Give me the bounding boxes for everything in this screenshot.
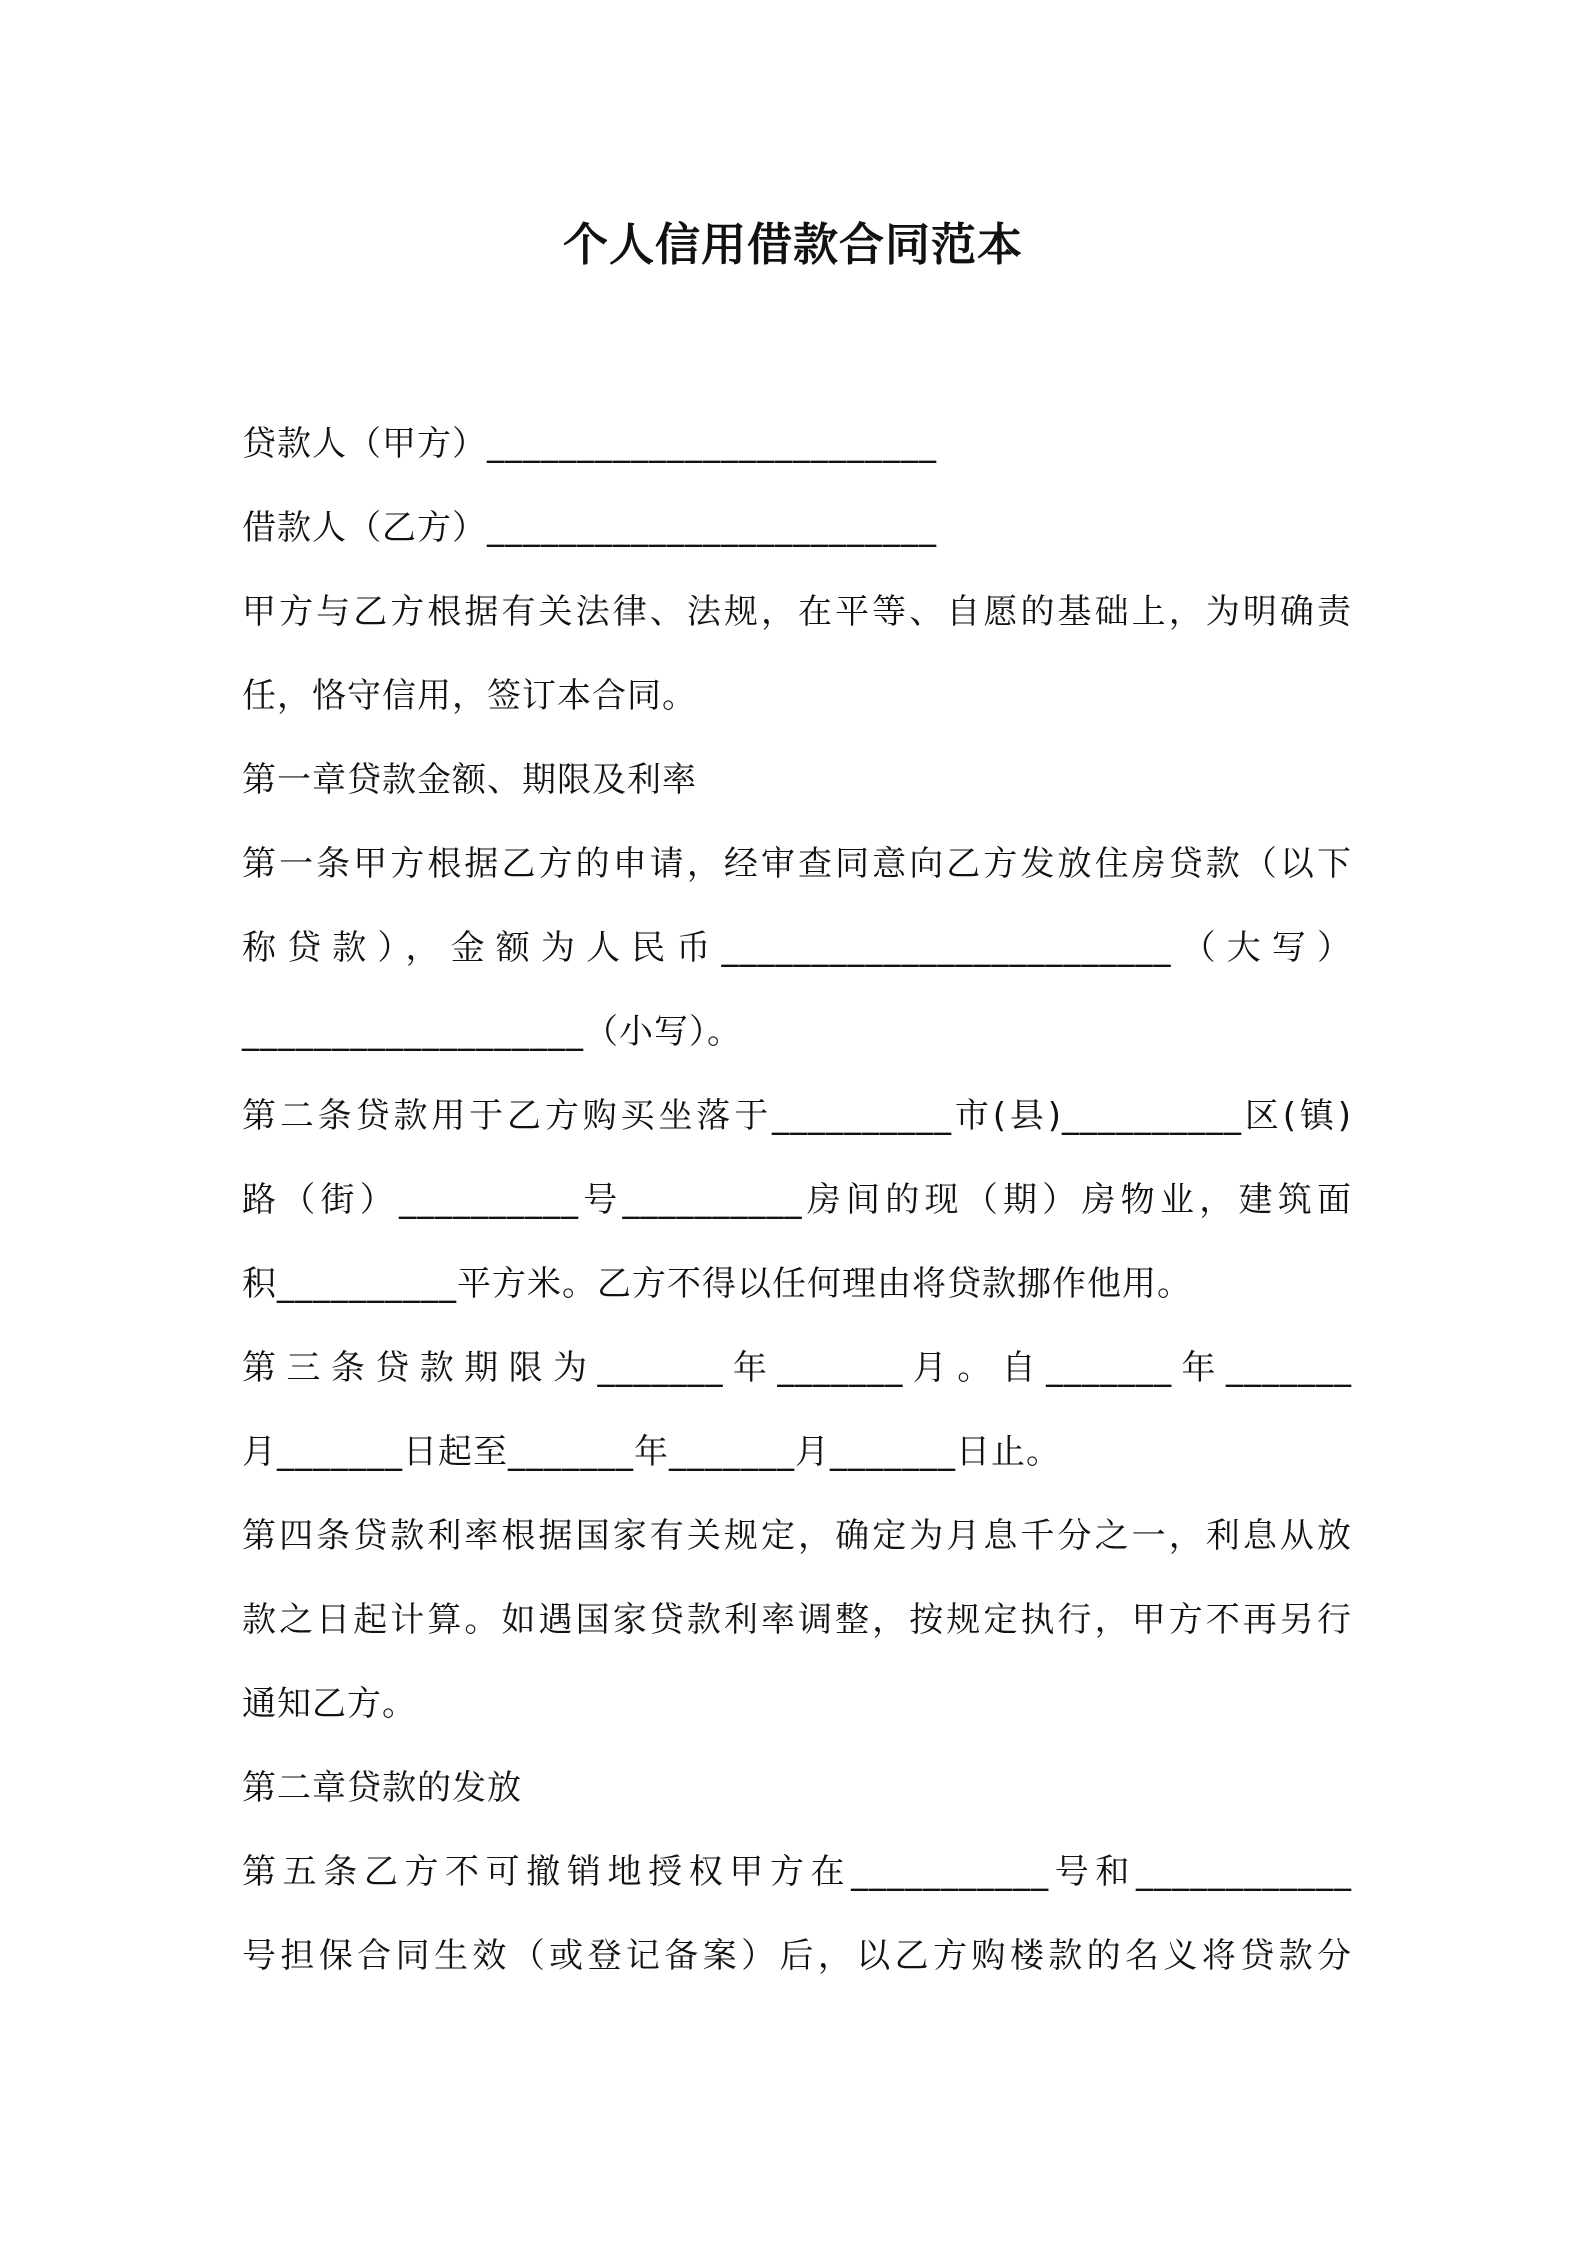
lender-line: 贷款人（甲方）_________________________ [242, 424, 937, 464]
paragraph-line: 甲方与乙方根据有关法律、法规，在平等、自愿的基础上，为明确责 [242, 592, 1352, 632]
paragraph-line: 第四条贷款利率根据国家有关规定，确定为月息千分之一，利息从放 [242, 1516, 1352, 1556]
paragraph-line: 称贷款），金额为人民币_________________________（大写） [242, 928, 1352, 968]
chapter-heading: 第一章贷款金额、期限及利率 [242, 760, 697, 800]
paragraph-line: 月_______日起至_______年_______月_______日止。 [242, 1432, 1061, 1472]
paragraph-line: 路（街）__________号__________房间的现（期）房物业，建筑面 [242, 1180, 1352, 1220]
paragraph-line: 积__________平方米。乙方不得以任何理由将贷款挪作他用。 [242, 1264, 1192, 1304]
borrower-line: 借款人（乙方）_________________________ [242, 508, 937, 548]
paragraph-line: 第五条乙方不可撤销地授权甲方在___________号和____________ [242, 1852, 1352, 1892]
chapter-heading: 第二章贷款的发放 [242, 1768, 522, 1808]
paragraph-line: 第一条甲方根据乙方的申请，经审查同意向乙方发放住房贷款（以下 [242, 844, 1352, 884]
document-title: 个人信用借款合同范本 [562, 218, 1023, 271]
paragraph-line: 第三条贷款期限为_______年_______月。自_______年_______ [242, 1348, 1352, 1388]
paragraph-line: 任，恪守信用，签订本合同。 [242, 676, 697, 716]
paragraph-line: ___________________（小写）。 [242, 1012, 742, 1052]
paragraph-line: 款之日起计算。如遇国家贷款利率调整，按规定执行，甲方不再另行 [242, 1600, 1352, 1640]
paragraph-line: 通知乙方。 [242, 1684, 417, 1724]
paragraph-line: 第二条贷款用于乙方购买坐落于__________市(县)__________区(镇) [242, 1096, 1352, 1136]
paragraph-line: 号担保合同生效（或登记备案）后，以乙方购楼款的名义将贷款分 [242, 1936, 1352, 1976]
document-body [242, 402, 1352, 1998]
